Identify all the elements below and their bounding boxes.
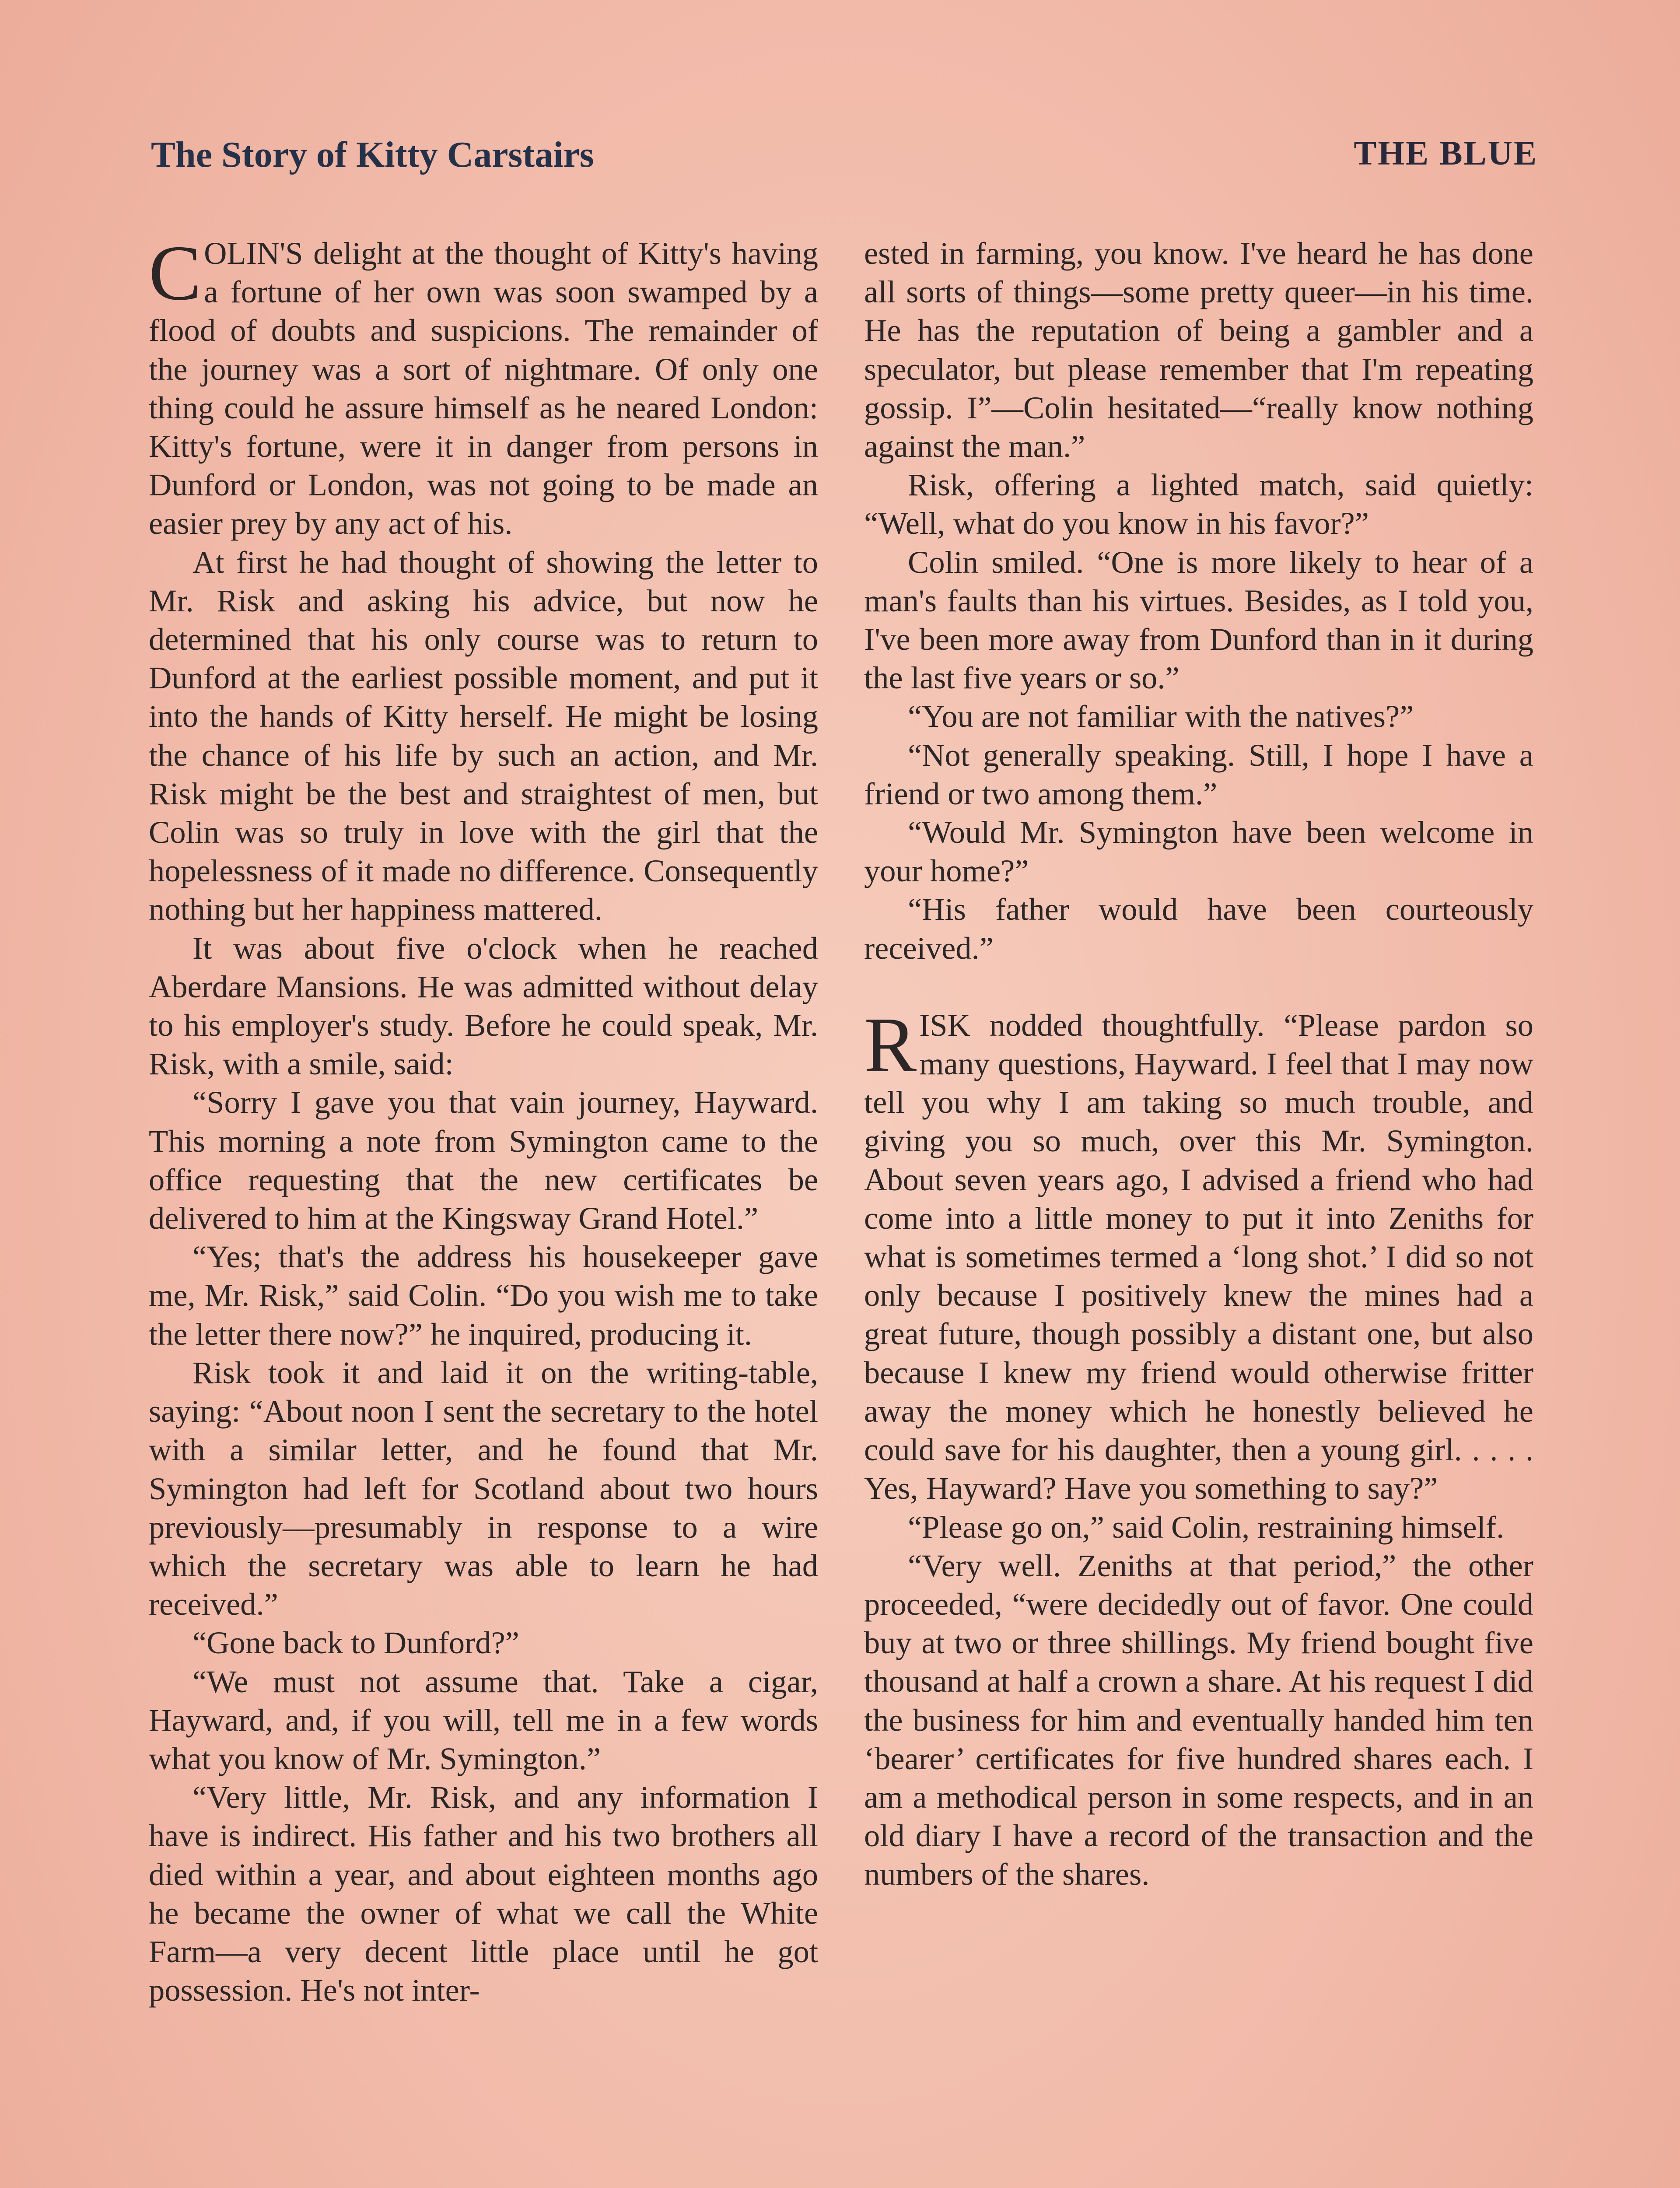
paragraph: ested in farming, you know. I've heard he has done all sorts of things—some pretty queer—in his time. He has the reputation of being a gambler and a speculator, but please remember that I'm repeating gossip. I”—Colin hesitated—“really know nothing against the man.” — [864, 235, 1533, 464]
right-text-column — [864, 234, 1533, 2188]
paragraph: “Very well. Zeniths at that period,” the other proceeded, “were decidedly out of favor. One could buy at two or three shillings. My friend bought five thousand at half a crown a share. At his request I did the business for him and eventually handed him ten ‘bearer’ certificates for five hundred shares each. I am a methodical person in some respects, and in an old diary I have a record of the transaction and the numbers of the shares. — [864, 1547, 1533, 1892]
paragraph — [864, 1001, 1533, 1508]
magazine-section-title: THE BLUE — [1354, 134, 1538, 172]
paragraph: At first he had thought of showing the letter to Mr. Risk and asking his advice, but now he determined that his only course was to return to Dunford at the earliest possible moment, and put it into the hands of Kitty herself. He might be losing the chance of his life by such an action, and Mr. Risk might be the best and straightest of men, but Colin was so truly in love with the girl that the hopelessness of it made no difference. Consequently nothing but her happiness mattered. — [149, 544, 818, 927]
paragraph: “Not generally speaking. Still, I hope I have a friend or two among them.” — [864, 737, 1533, 811]
paragraph-text: OLIN'S delight at the thought of Kitty's having a fortune of her own was soon swamped by a flood of doubts and suspicions. The remainder of the journey was a sort of nightmare. Of only one thing could he assure himself as he neared London: Kitty's fortune, were it in danger from persons in Dunford or London, was not going to be made an easier prey by any act of his. — [149, 235, 818, 541]
paragraph: “Gone back to Dunford?” — [192, 1625, 519, 1661]
paragraph: “Would Mr. Symington have been welcome in your home?” — [864, 814, 1533, 889]
paragraph-text: ISK nodded thoughtfully. “Please pardon so many questions, Hayward. I feel that I may now tell you why I am taking so much trouble, and giving you so much, over this Mr. Symington. About seven years ago, I advised a friend who had come into a little money to put it into Zeniths for what is sometimes termed a ‘long shot.’ I did so not only because I positively knew the mines had a great future, though possibly a distant one, but also because I knew my friend would otherwise fritter away the money which he honestly believed he could save for his daughter, then a young girl. . . . . Yes, Hayward? Have you something to say?” — [864, 1007, 1533, 1506]
page-header — [151, 133, 1538, 190]
running-title: The Story of Kitty Carstairs — [151, 134, 594, 175]
drop-cap: R — [864, 1001, 917, 1088]
paragraph: “You are not familiar with the natives?” — [908, 698, 1414, 734]
paragraph — [149, 234, 818, 543]
paragraph: Risk, offering a lighted match, said quietly: “Well, what do you know in his favor?” — [864, 467, 1533, 541]
paragraph: Risk took it and laid it on the writing-table, saying: “About noon I sent the secretary to the hotel with a similar letter, and he found that Mr. Symington had left for Scotland about two hours previously—presumably in response to a wire which the secretary was able to learn he had received.” — [149, 1354, 818, 1622]
drop-cap: C — [149, 234, 202, 316]
paragraph: “Please go on,” said Colin, restraining himself. — [908, 1509, 1505, 1545]
paragraph: It was about five o'clock when he reached Aberdare Mansions. He was admitted without delay to his employer's study. Before he could speak, Mr. Risk, with a smile, said: — [149, 930, 818, 1082]
paragraph: “Sorry I gave you that vain journey, Hayward. This morning a note from Symington came to the office requesting that the new certificates be delivered to him at the Kingsway Grand Hotel.” — [149, 1084, 818, 1236]
paragraph: Colin smiled. “One is more likely to hear of a man's faults than his virtues. Besides, as I told you, I've been more away from Dunford than in it during the last five years or so.” — [864, 544, 1533, 696]
left-text-column — [149, 234, 818, 2188]
paragraph: “Very little, Mr. Risk, and any information I have is indirect. His father and his two brothers all died within a year, and about eighteen months ago he became the owner of what we call the White Farm—a very decent little place until he got possession. He's not inter- — [149, 1779, 818, 2008]
paragraph: “His father would have been courteously received.” — [864, 891, 1533, 966]
paragraph: “We must not assume that. Take a cigar, Hayward, and, if you will, tell me in a few words what you know of Mr. Symington.” — [149, 1663, 818, 1776]
paragraph: “Yes; that's the address his housekeeper gave me, Mr. Risk,” said Colin. “Do you wish me to take the letter there now?” he inquired, producing it. — [149, 1239, 818, 1352]
